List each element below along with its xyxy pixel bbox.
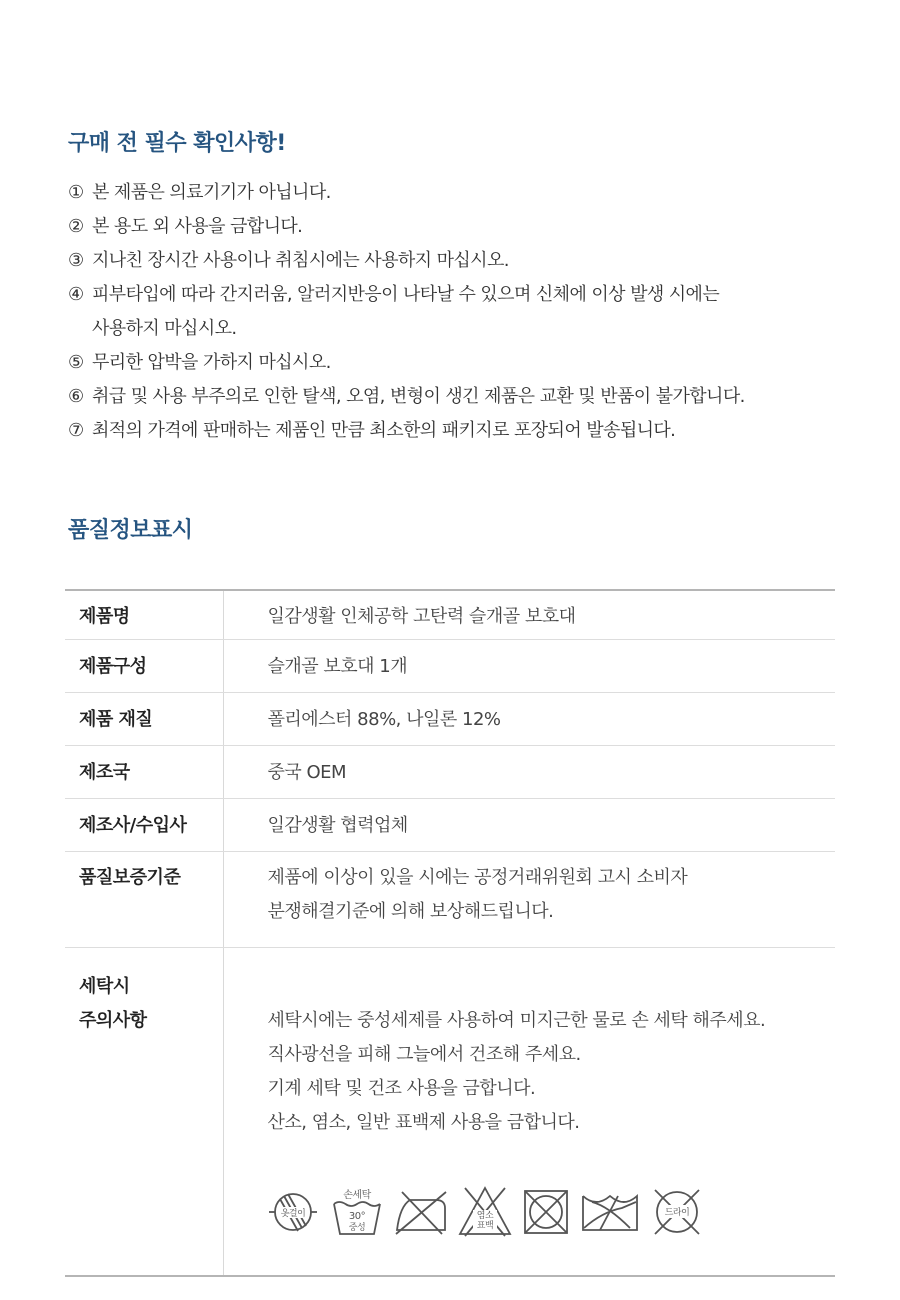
list-item [68,380,848,414]
list-item [68,244,848,278]
row-label: 제품구성 [65,639,223,692]
item-number: ⑤ [68,352,84,373]
row-value: 폴리에스터 88%, 나일론 12% [223,692,835,745]
washing-instructions: 세탁시에는 중성세제를 사용하여 미지근한 물로 손 세탁 해주세요. 직사광선을 피해 그늘에서 건조해 주세요. 기계 세탁 및 건조 사용을 금합니다. 산소, 염소, 일반 표백제 사용을 금합니다. [267,1009,766,1133]
no-dry-clean-icon [648,1182,706,1240]
item-text: 본 제품은 의료기기가 아닙니다. [92,182,331,203]
row-label: 제품명 [65,590,223,639]
item-number: ⑥ [68,386,84,407]
row-value: 일감생활 인체공학 고탄력 슬개골 보호대 [223,590,835,639]
hanger-dry-icon [264,1182,322,1240]
table-row [65,692,835,745]
hand-wash-temp: 30° [348,1210,365,1222]
dry-clean-label: 드라이 [664,1207,689,1218]
list-item [68,176,848,210]
section-title-precautions: 구매 전 필수 확인사항! [68,131,286,156]
no-machine-wash-icon [578,1182,642,1240]
item-number: ⑦ [68,420,84,441]
row-label: 품질보증기준 [65,851,223,947]
section-title-quality-info: 품질정보표시 [68,518,193,543]
item-text: 최적의 가격에 판매하는 제품인 만큼 최소한의 패키지로 포장되어 발송됩니다. [92,420,676,441]
table-row [65,798,835,851]
no-bleach-icon [456,1182,514,1240]
hand-wash-label: 손세탁 [342,1189,371,1201]
table-row [65,745,835,798]
row-value: 제품에 이상이 있을 시에는 공정거래위원회 고시 소비자 분쟁해결기준에 의해 보상해드립니다. [223,851,835,947]
hand-wash-neutral: 중성 [348,1222,365,1233]
hanger-icon-label: 옷걸이 [280,1208,305,1219]
row-value: 일감생활 협력업체 [223,798,835,851]
row-value: 슬개골 보호대 1개 [223,639,835,692]
no-iron-icon [392,1182,450,1240]
row-value: 중국 OEM [223,745,835,798]
item-number: ③ [68,250,84,271]
list-item [68,414,848,448]
no-tumble-dry-icon [520,1182,572,1240]
item-text: 피부타입에 따라 간지러움, 알러지반응이 나타날 수 있으며 신체에 이상 발생 시에는 사용하지 마십시오. [92,284,720,339]
care-symbols [264,1182,835,1240]
list-item [68,210,848,244]
row-label: 제품 재질 [65,692,223,745]
row-label: 제조국 [65,745,223,798]
quality-info-table [65,589,835,1277]
table-row [65,639,835,692]
row-label: 세탁시 주의사항 [65,947,223,1276]
row-label: 제조사/수입사 [65,798,223,851]
row-value [223,947,835,1276]
list-item [68,346,848,380]
item-number: ② [68,216,84,237]
item-text: 취급 및 사용 부주의로 인한 탈색, 오염, 변형이 생긴 제품은 교환 및 반품이 불가합니다. [92,386,745,407]
item-text: 무리한 압박을 가하지 마십시오. [92,352,331,373]
item-text: 지나친 장시간 사용이나 취침시에는 사용하지 마십시오. [92,250,509,271]
bleach-label-2: 표백 [476,1220,493,1231]
table-row [65,947,835,1276]
list-item [68,278,848,346]
item-text: 본 용도 외 사용을 금합니다. [92,216,303,237]
table-row [65,851,835,947]
precaution-list [68,176,848,448]
bleach-label-1: 염소 [476,1210,493,1221]
item-number: ④ [68,284,84,305]
table-row [65,590,835,639]
item-number: ① [68,182,84,203]
hand-wash-icon [328,1182,386,1240]
